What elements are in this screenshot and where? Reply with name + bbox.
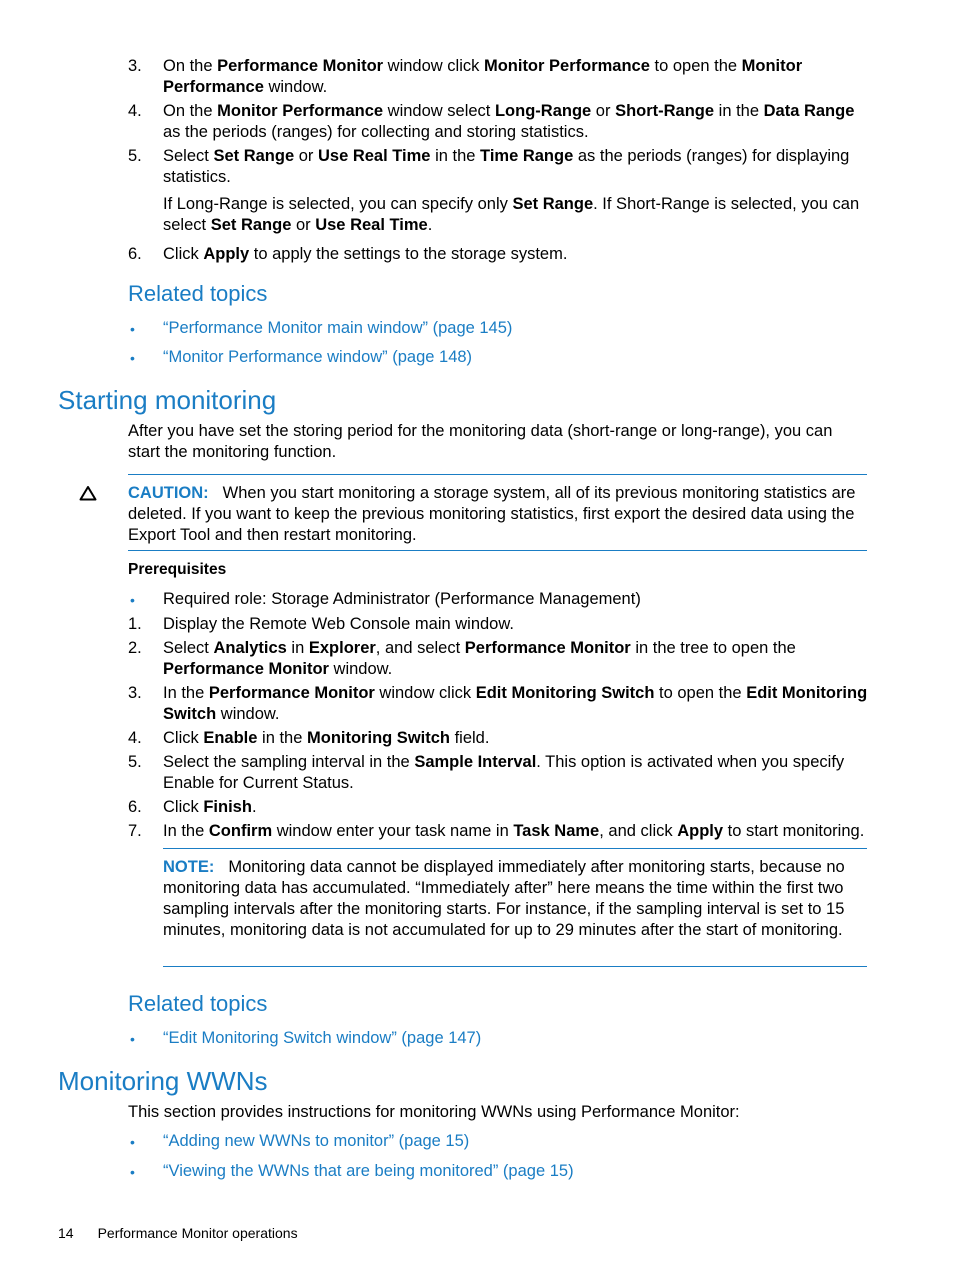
step-text: In the Performance Monitor window click Edit Monitoring Switch to open the Edit Monitoring Switch window. — [163, 684, 868, 723]
step-text: On the Monitor Performance window select Long-Range or Short-Range in the Data Range as the periods (ranges) for collecting and storing statistics. — [163, 102, 855, 141]
step-text: Click Apply to apply the settings to the storage system. — [163, 245, 568, 263]
bullet-icon: • — [130, 1031, 135, 1047]
related-link[interactable]: “Edit Monitoring Switch window” (page 147) — [163, 1029, 482, 1047]
step-number: 6. — [128, 798, 142, 816]
step-number: 7. — [128, 822, 142, 840]
bullet-icon: • — [130, 1164, 135, 1180]
footer-title: Performance Monitor operations — [97, 1225, 298, 1241]
note-label: NOTE: — [163, 858, 215, 876]
section-title: Starting monitoring — [58, 385, 277, 415]
note-text: Monitoring data cannot be displayed immediately after monitoring starts, because no monitoring data has accumulated. “Immediately after” here means the time within the first two sampling intervals after the monitoring starts. For instance, if the sampling interval is set to 15 minutes, monitoring data is not accumulated for up to 29 minutes after the start of monitoring. — [163, 858, 845, 939]
warning-triangle-icon — [79, 485, 97, 501]
prerequisite-item: Required role: Storage Administrator (Performance Management) — [163, 590, 641, 608]
bullet-icon: • — [130, 1134, 135, 1150]
caution-label: CAUTION: — [128, 484, 209, 502]
caution-box — [128, 483, 869, 546]
step-text: In the Confirm window enter your task name in Task Name, and click Apply to start monitoring. — [163, 822, 865, 840]
related-topics-heading: Related topics — [128, 991, 268, 1016]
related-link[interactable]: “Monitor Performance window” (page 148) — [163, 348, 473, 366]
step-number: 4. — [128, 102, 142, 120]
section-link[interactable]: “Adding new WWNs to monitor” (page 15) — [163, 1132, 470, 1150]
bullet-icon: • — [130, 321, 135, 337]
page-number: 14 — [58, 1225, 74, 1241]
caution-top-rule — [128, 474, 867, 475]
caution-text: When you start monitoring a storage system, all of its previous monitoring statistics are deleted. If you want to keep the previous monitoring statistics, first export the desired data using the Export Tool and then restart monitoring. — [128, 484, 856, 544]
step-text: Select the sampling interval in the Sample Interval. This option is activated when you specify Enable for Current Status. — [163, 753, 845, 792]
step-text: On the Performance Monitor window click Monitor Performance to open the Monitor Performance window. — [163, 57, 803, 96]
prerequisites-heading: Prerequisites — [128, 561, 227, 578]
section-title: Monitoring WWNs — [58, 1066, 268, 1096]
related-link[interactable]: “Performance Monitor main window” (page 145) — [163, 319, 513, 337]
step-text: Click Finish. — [163, 798, 257, 816]
step-text: Click Enable in the Monitoring Switch field. — [163, 729, 490, 747]
step-text: Select Set Range or Use Real Time in the Time Range as the periods (ranges) for displaying statistics. — [163, 147, 850, 186]
step-number: 5. — [128, 147, 142, 165]
bullet-icon: • — [130, 592, 135, 608]
note-box — [163, 857, 869, 941]
related-topics-heading: Related topics — [128, 281, 268, 306]
note-bottom-rule — [163, 966, 867, 967]
page-footer — [58, 1223, 298, 1244]
caution-bottom-rule — [128, 550, 867, 551]
step-number: 6. — [128, 245, 142, 263]
bullet-icon: • — [130, 350, 135, 366]
step-number: 3. — [128, 57, 142, 75]
section-intro: This section provides instructions for monitoring WWNs using Performance Monitor: — [128, 1103, 740, 1121]
step-number: 2. — [128, 639, 142, 657]
section-link[interactable]: “Viewing the WWNs that are being monitored” (page 15) — [163, 1162, 574, 1180]
section-intro: After you have set the storing period for the monitoring data (short-range or long-range), you can start the monitoring function. — [128, 422, 833, 461]
step-text: Display the Remote Web Console main window. — [163, 615, 514, 633]
step-text: Select Analytics in Explorer, and select Performance Monitor in the tree to open the Performance Monitor window. — [163, 639, 796, 678]
step-continuation-text: If Long-Range is selected, you can specify only Set Range. If Short-Range is selected, you can select Set Range or Use Real Time. — [163, 195, 860, 234]
note-top-rule — [163, 848, 867, 849]
step-number: 5. — [128, 753, 142, 771]
step-number: 4. — [128, 729, 142, 747]
step-number: 3. — [128, 684, 142, 702]
step-number: 1. — [128, 615, 142, 633]
